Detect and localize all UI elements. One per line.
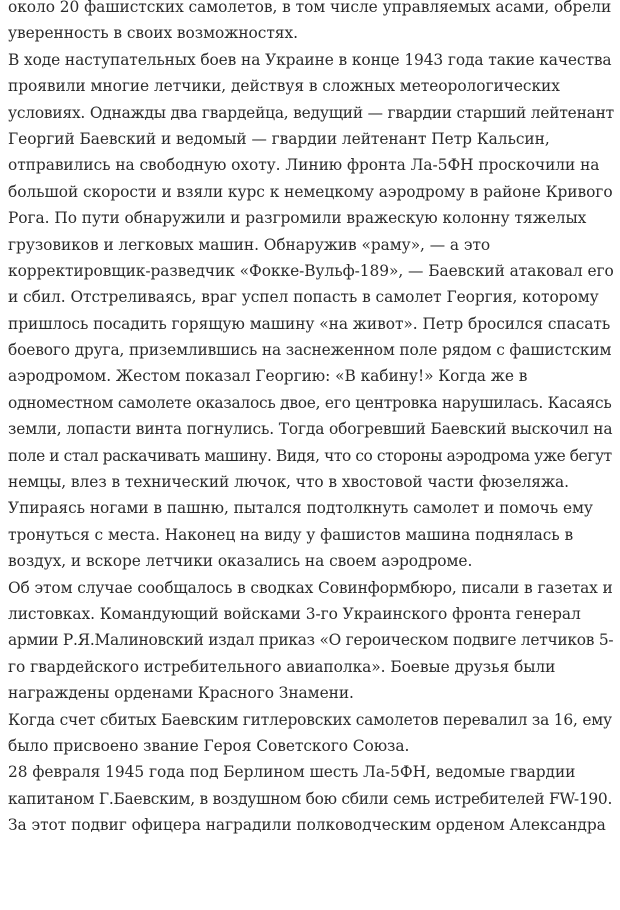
text-line: и сбил. Отстреливаясь, враг успел попасть в самолет Георгия, которому bbox=[8, 288, 599, 307]
text-line: В ходе наступательных боев на Украине в конце 1943 года такие качества bbox=[8, 50, 612, 69]
text-line: одноместном самолете оказалось двое, его центровка нарушилась. Касаясь bbox=[8, 393, 612, 412]
text-line: 28 февраля 1945 года под Берлином шесть Ла-5ФН, ведомые гвардии bbox=[8, 763, 576, 782]
text-line: отправились на свободную охоту. Линию фронта Ла-5ФН проскочили на bbox=[8, 156, 600, 175]
text-line: уверенность в своих возможностях. bbox=[8, 24, 298, 43]
text-line: было присвоено звание Героя Советского Союза. bbox=[8, 736, 410, 755]
text-line: около 20 фашистских самолетов, в том числе управляемых асами, обрели bbox=[8, 0, 612, 16]
text-line: капитаном Г.Баевским, в воздушном бою сбили семь истребителей FW-190. bbox=[8, 789, 613, 808]
text-line: армии Р.Я.Малиновский издал приказ «О героическом подвиге летчиков 5- bbox=[8, 631, 614, 650]
text-line: Упираясь ногами в пашню, пытался подтолкнуть самолет и помочь ему bbox=[8, 499, 593, 518]
text-line: немцы, влез в технический лючок, что в хвостовой части фюзеляжа. bbox=[8, 473, 570, 492]
article-body bbox=[8, 0, 614, 839]
text-line: проявили многие летчики, действуя в сложных метеорологических bbox=[8, 77, 560, 96]
text-line: большой скорости и взяли курс к немецкому аэродрому в районе Кривого bbox=[8, 182, 613, 201]
text-line: Рога. По пути обнаружили и разгромили вражескую колонну тяжелых bbox=[8, 209, 587, 228]
text-line: грузовиков и легковых машин. Обнаружив «раму», — а это bbox=[8, 235, 491, 254]
text-line: За этот подвиг офицера наградили полководческим орденом Александра bbox=[8, 816, 606, 835]
text-line: Георгий Баевский и ведомый — гвардии лейтенант Петр Кальсин, bbox=[8, 129, 550, 148]
text-line: боевого друга, приземлившись на заснеженном поле рядом с фашистским bbox=[8, 341, 612, 360]
text-line: Об этом случае сообщалось в сводках Совинформбюро, писали в газетах и bbox=[8, 578, 613, 597]
text-line: награждены орденами Красного Знамени. bbox=[8, 684, 354, 703]
text-line: Когда счет сбитых Баевским гитлеровских самолетов перевалил за 16, ему bbox=[8, 710, 612, 729]
text-line: воздух, и вскоре летчики оказались на своем аэродроме. bbox=[8, 552, 473, 571]
text-line: го гвардейского истребительного авиаполка». Боевые друзья были bbox=[8, 657, 556, 676]
text-line: пришлось посадить горящую машину «на живот». Петр бросился спасать bbox=[8, 314, 611, 333]
text-line: земли, лопасти винта погнулись. Тогда обогревший Баевский выскочил на bbox=[8, 420, 613, 439]
text-line: листовках. Командующий войсками 3-го Украинского фронта генерал bbox=[8, 604, 581, 623]
text-line: корректировщик-разведчик «Фокке-Вульф-189», — Баевский атаковал его bbox=[8, 261, 614, 280]
text-line: условиях. Однажды два гвардейца, ведущий — гвардии старший лейтенант bbox=[8, 103, 614, 122]
text-line: аэродромом. Жестом показал Георгию: «В кабину!» Когда же в bbox=[8, 367, 528, 386]
text-line: тронуться с места. Наконец на виду у фашистов машина поднялась в bbox=[8, 525, 574, 544]
text-line: поле и стал раскачивать машину. Видя, что со стороны аэродрома уже бегут bbox=[8, 446, 612, 465]
